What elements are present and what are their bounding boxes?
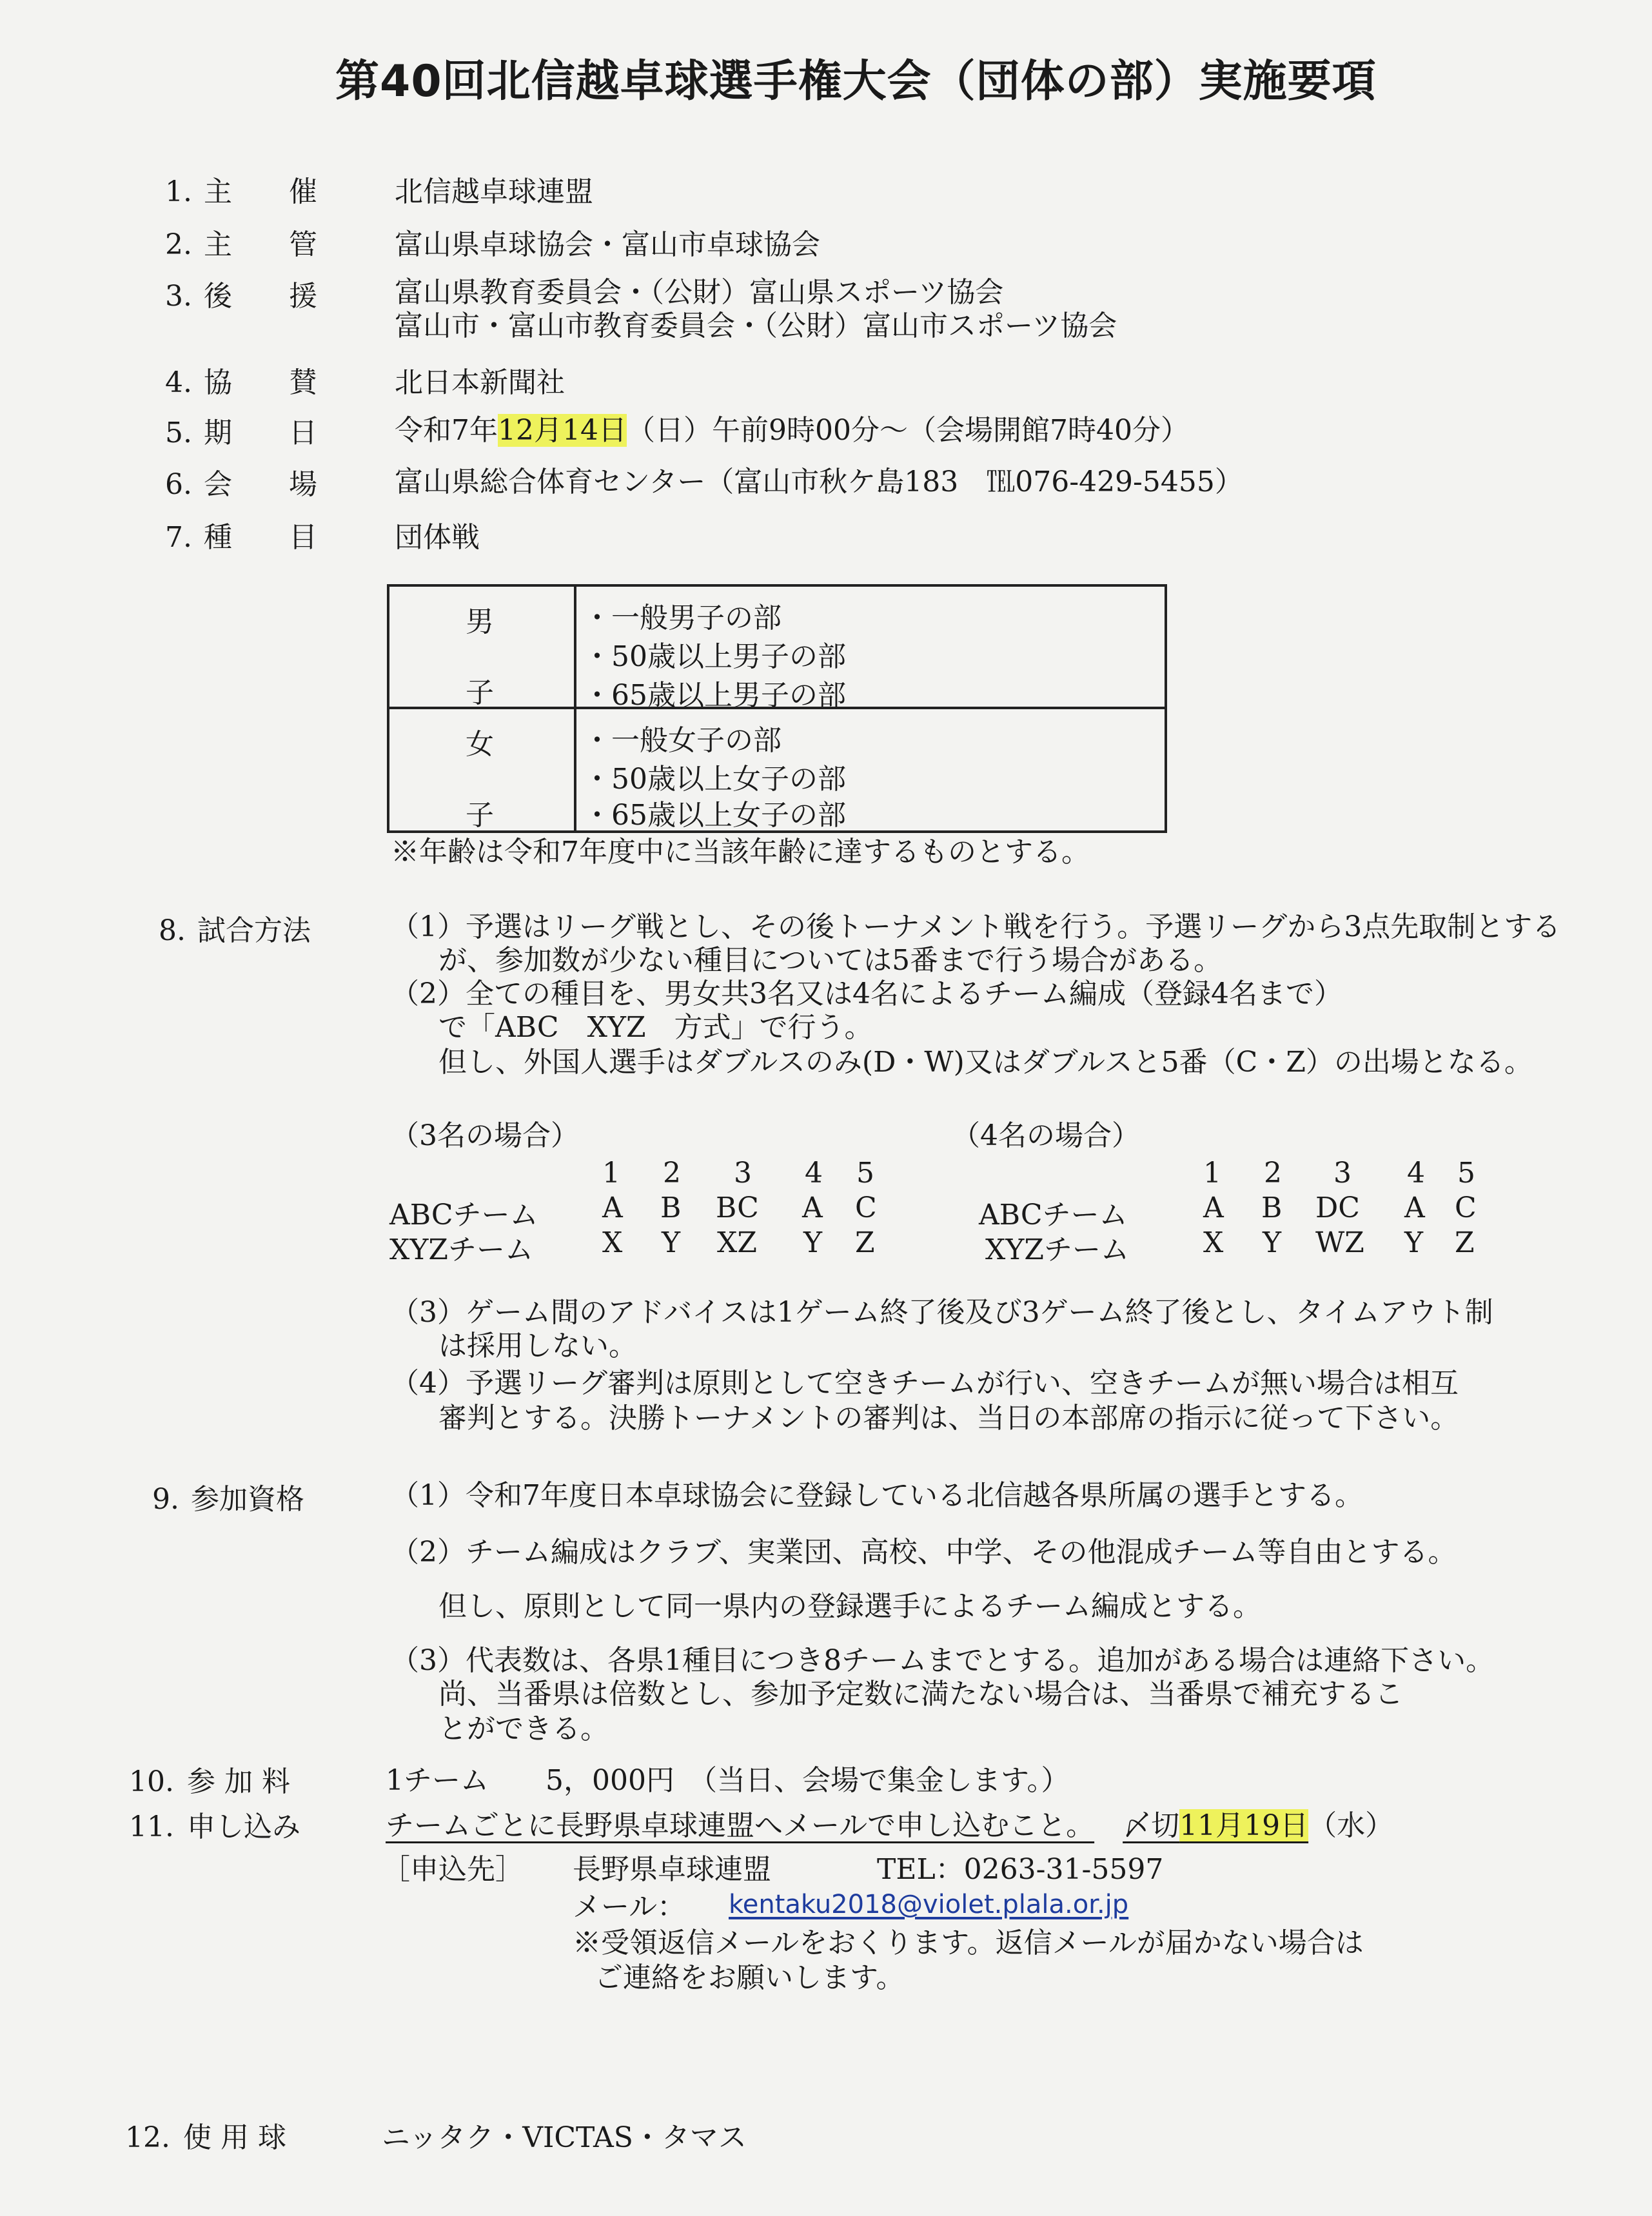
date-suffix: （日）午前9時00分～（会場開館7時40分） — [626, 414, 1189, 447]
order-cell: A — [802, 1191, 823, 1224]
apply-mail-label: メール： — [573, 1890, 686, 1923]
team-label: ABCチーム — [979, 1199, 1128, 1231]
male-row — [389, 587, 1165, 712]
item-label: 使 用 球 — [183, 2121, 286, 2154]
team-label: XYZチーム — [389, 1233, 533, 1266]
deadline-prefix: 〆切 — [1123, 1809, 1180, 1842]
item-label: 試合方法 — [197, 914, 311, 947]
order-header: 1 — [602, 1157, 620, 1190]
eligibility-text: 尚、当番県は倍数とし、参加予定数に満たない場合は、当番県で補充するこ — [438, 1678, 1403, 1711]
apply-note: ※受領返信メールをおくります。返信メールが届かない場合は — [573, 1927, 1364, 1959]
order-cell: Y — [1404, 1226, 1424, 1259]
sex-label: 女 — [466, 728, 494, 761]
item-value: 北信越卓球連盟 — [395, 175, 593, 208]
order-cell: Z — [1455, 1226, 1475, 1259]
team-label: ABCチーム — [389, 1199, 538, 1231]
team-label: XYZチーム — [985, 1233, 1129, 1266]
item-label: 参加資格 — [191, 1483, 304, 1516]
order-header: 5 — [856, 1157, 874, 1190]
order-header: 2 — [1264, 1157, 1282, 1190]
item-number: 11. — [129, 1810, 174, 1843]
order-cell: C — [855, 1191, 877, 1224]
item-number: 7. — [165, 521, 192, 554]
date-prefix: 令和7年 — [395, 414, 498, 447]
order-cell: X — [1203, 1226, 1224, 1259]
match-text: で「ABC XYZ 方式」で行う。 — [438, 1011, 873, 1044]
match-text: （1）予選はリーグ戦とし、その後トーナメント戦を行う。予選リーグから3点先取制とする — [391, 910, 1561, 943]
division-item: ・一般女子の部 — [583, 724, 782, 757]
division-item: ・65歳以上女子の部 — [583, 799, 846, 832]
match-text: が、参加数が少ない種目については5番まで行う場合がある。 — [438, 944, 1223, 977]
item-number: 2. — [165, 228, 192, 261]
order-header: 2 — [663, 1157, 681, 1190]
item-label: 参 加 料 — [187, 1765, 290, 1798]
eligibility-text: 但し、原則として同一県内の登録選手によるチーム編成とする。 — [438, 1590, 1261, 1623]
match-text: （3）ゲーム間のアドバイスは1ゲーム終了後及び3ゲーム終了後とし、タイムアウト制 — [391, 1296, 1493, 1329]
sex-label: 子 — [466, 799, 494, 832]
deadline-suffix: （水） — [1308, 1809, 1394, 1842]
division-item: ・65歳以上男子の部 — [583, 679, 846, 712]
eligibility-text: （3）代表数は、各県1種目につき8チームまでとする。追加がある場合は連絡下さい。 — [391, 1644, 1495, 1677]
item-number: 1. — [165, 175, 192, 208]
item-label: 主 管 — [204, 228, 317, 261]
apply-tel: TEL：0263-31-5597 — [877, 1853, 1164, 1886]
order-cell: B — [1261, 1191, 1283, 1224]
item-number: 9. — [152, 1483, 179, 1516]
three-player-label: （3名の場合） — [391, 1119, 579, 1152]
page-title: 第40回北信越卓球選手権大会（団体の部）実施要項 — [335, 56, 1377, 107]
item-label: 協 賛 — [204, 366, 317, 399]
order-cell: BC — [716, 1191, 759, 1224]
deadline-highlight: 11月19日 — [1179, 1809, 1309, 1842]
order-cell: WZ — [1315, 1226, 1364, 1259]
order-cell: Y — [803, 1226, 823, 1259]
order-cell: XZ — [717, 1226, 757, 1259]
match-text: 但し、外国人選手はダブルスのみ(D・W)又はダブルスと5番（C・Z）の出場となる。 — [438, 1046, 1533, 1079]
order-cell: Y — [662, 1226, 681, 1259]
eligibility-text: とができる。 — [438, 1712, 609, 1745]
order-header: 5 — [1457, 1157, 1475, 1190]
order-cell: A — [1404, 1191, 1425, 1224]
order-cell: X — [602, 1226, 623, 1259]
item-label: 期 日 — [204, 417, 317, 449]
item-number: 10. — [129, 1765, 174, 1798]
item-value: 富山県卓球協会・富山市卓球協会 — [395, 228, 820, 261]
order-cell: B — [660, 1191, 682, 1224]
order-header: 4 — [805, 1157, 823, 1190]
order-cell: A — [1203, 1191, 1224, 1224]
order-header: 3 — [734, 1157, 752, 1190]
order-header: 1 — [1203, 1157, 1221, 1190]
item-number: 5. — [165, 417, 192, 449]
match-text: （2）全ての種目を、男女共3名又は4名によるチーム編成（登録4名まで） — [391, 977, 1342, 1010]
item-number: 4. — [165, 366, 192, 399]
item-number: 3. — [165, 280, 192, 313]
order-cell: A — [602, 1191, 623, 1224]
order-cell: Z — [855, 1226, 875, 1259]
order-header: 3 — [1333, 1157, 1352, 1190]
four-player-label: （4名の場合） — [952, 1119, 1140, 1152]
item-value: 北日本新聞社 — [395, 366, 565, 399]
sex-label: 男 — [466, 605, 494, 638]
order-cell: C — [1455, 1191, 1477, 1224]
division-item: ・50歳以上女子の部 — [583, 763, 846, 796]
ball-value: ニッタク・VICTAS・タマス — [382, 2121, 747, 2154]
item-label: 会 場 — [204, 468, 317, 501]
apply-to-label: ［申込先］ — [382, 1853, 524, 1886]
match-text: は採用しない。 — [438, 1329, 637, 1362]
order-cell: Y — [1263, 1226, 1282, 1259]
age-note: ※年齢は令和7年度中に当該年齢に達するものとする。 — [391, 836, 1090, 868]
match-text: 審判とする。決勝トーナメントの審判は、当日の本部席の指示に従って下さい。 — [438, 1402, 1459, 1435]
division-item: ・一般男子の部 — [583, 602, 782, 634]
item-value: 団体戦 — [395, 521, 480, 554]
female-row — [389, 709, 1165, 830]
apply-line — [386, 1808, 1393, 1844]
item-value — [395, 413, 1189, 449]
order-header: 4 — [1407, 1157, 1425, 1190]
item-number: 12. — [125, 2121, 170, 2154]
division-item: ・50歳以上男子の部 — [583, 640, 846, 673]
item-value: 富山市・富山市教育委員会・（公財）富山市スポーツ協会 — [395, 309, 1117, 342]
sex-label: 子 — [466, 676, 494, 709]
match-text: （4）予選リーグ審判は原則として空きチームが行い、空きチームが無い場合は相互 — [391, 1367, 1459, 1400]
item-value: 富山県総合体育センター（富山市秋ケ島183 ℡076-429-5455） — [395, 466, 1243, 498]
fee-value: 1チーム 5，000円 （当日、会場で集金します。） — [386, 1764, 1070, 1797]
apply-note: ご連絡をお願いします。 — [595, 1961, 905, 1994]
item-label: 主 催 — [204, 175, 317, 208]
item-number: 8. — [159, 914, 186, 947]
item-value: 富山県教育委員会・（公財）富山県スポーツ協会 — [395, 276, 1004, 309]
order-cell: DC — [1315, 1191, 1360, 1224]
item-number: 6. — [165, 468, 192, 501]
apply-org: 長野県卓球連盟 — [573, 1853, 771, 1886]
apply-instruction: チームごとに長野県卓球連盟へメールで申し込むこと。 — [386, 1809, 1095, 1842]
eligibility-text: （1）令和7年度日本卓球協会に登録している北信越各県所属の選手とする。 — [391, 1479, 1363, 1512]
eligibility-text: （2）チーム編成はクラブ、実業団、高校、中学、その他混成チーム等自由とする。 — [391, 1536, 1457, 1569]
date-highlight: 12月14日 — [498, 414, 627, 447]
item-label: 種 目 — [204, 521, 317, 554]
category-table — [387, 584, 1167, 833]
item-label: 申し込み — [187, 1810, 300, 1843]
item-label: 後 援 — [204, 280, 317, 313]
apply-mail-link[interactable]: kentaku2018@violet.plala.or.jp — [729, 1890, 1129, 1919]
